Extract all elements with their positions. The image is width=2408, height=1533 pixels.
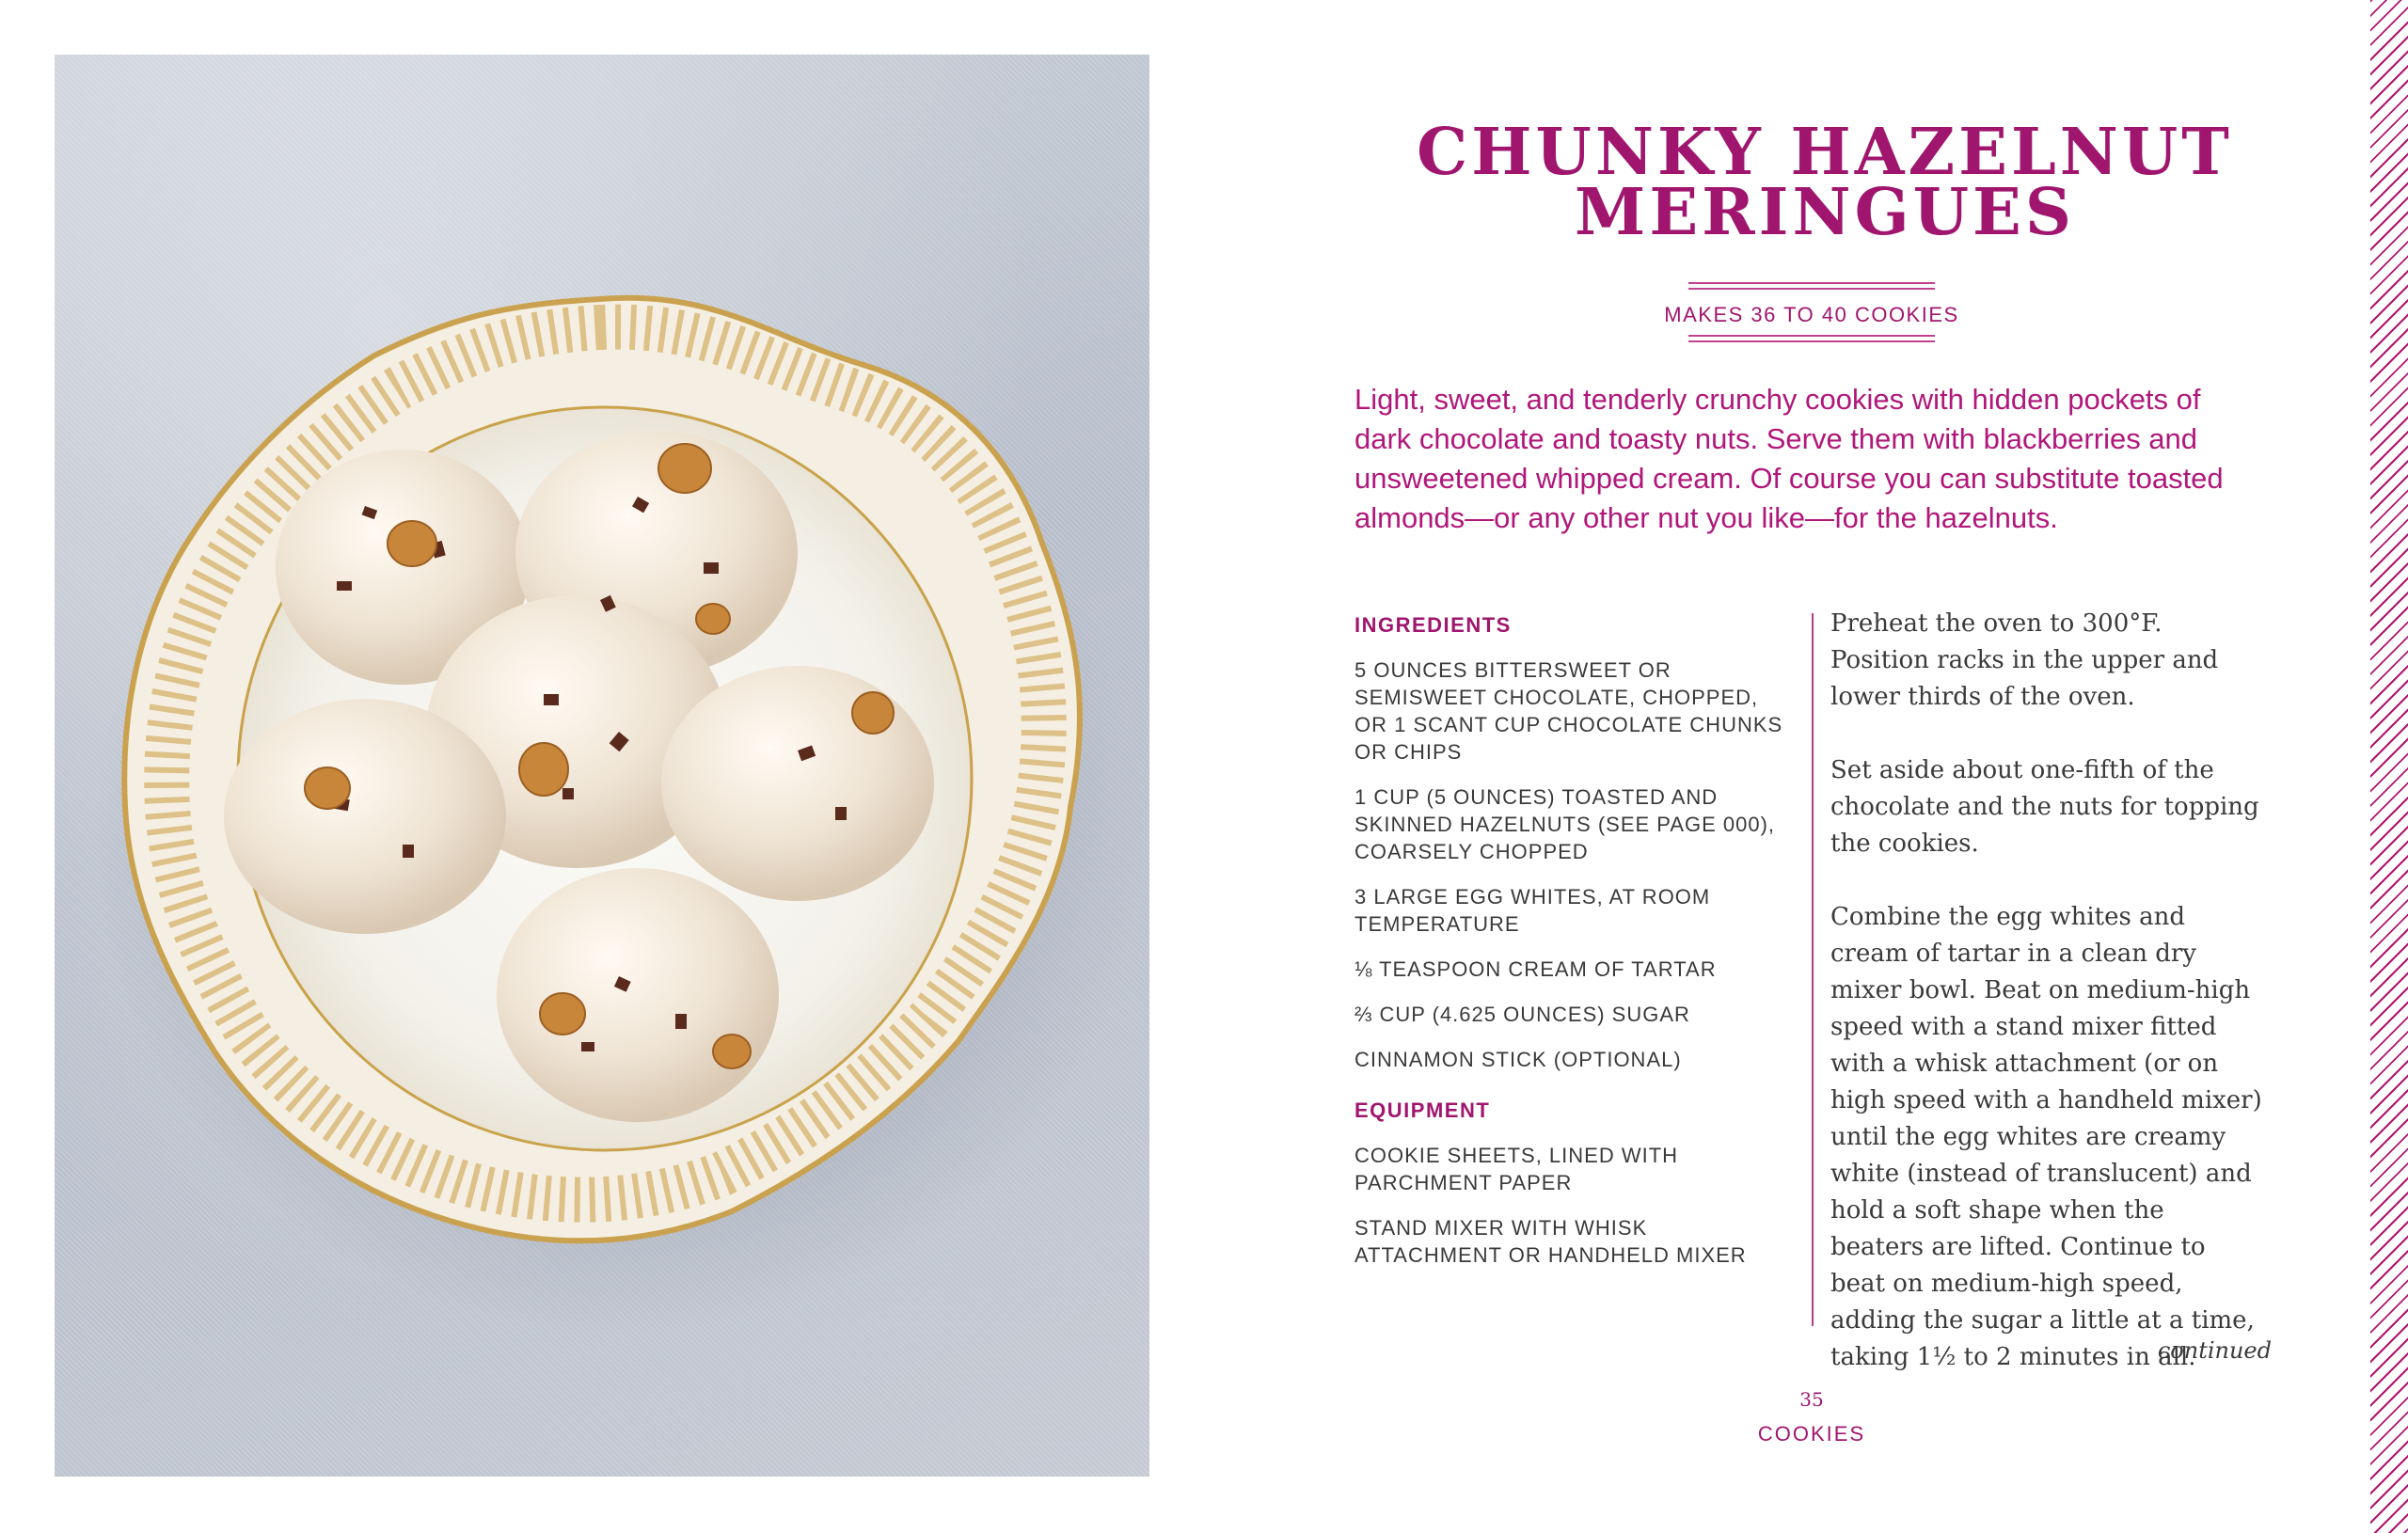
recipe-title-line-2: MERINGUES xyxy=(1575,175,2075,250)
running-footer-section: COOKIES xyxy=(1757,1422,1866,1446)
method-text xyxy=(1830,606,2263,1376)
meringue-plate-illustration xyxy=(55,55,1149,1477)
ingredient-item: 1 CUP (5 OUNCES) TOASTED AND SKINNED HAZELNUTS (SEE PAGE 000), COARSELY CHOPPED xyxy=(1354,785,1776,863)
method-paragraph: Combine the egg whites and cream of tartar in a clean dry mixer bowl. Beat on medium-high speed with a stand mixer fitted with a whisk attachment (or on high speed with a handheld mixer) until the egg whites are creamy white (instead of translucent) and hold a soft shape when the beaters are lifted. Continue to beat on medium-high speed, adding the sugar a little at a time, taking 1½ to 2 minutes in all. xyxy=(1830,903,2262,1371)
ingredient-item: CINNAMON STICK (OPTIONAL) xyxy=(1354,1048,1682,1071)
yield-rule-bottom xyxy=(1688,335,1935,342)
ingredient-item: 5 OUNCES BITTERSWEET OR SEMISWEET CHOCOLATE, CHOPPED, OR 1 SCANT CUP CHOCOLATE CHUNKS OR CHIPS xyxy=(1354,658,1783,764)
equipment-heading: EQUIPMENT xyxy=(1354,1098,1491,1122)
ingredient-item: 3 LARGE EGG WHITES, AT ROOM TEMPERATURE xyxy=(1354,885,1711,936)
recipe-yield: MAKES 36 TO 40 COOKIES xyxy=(1664,303,1959,326)
recipe-title xyxy=(1354,115,2295,250)
ingredients-heading: INGREDIENTS xyxy=(1354,613,1512,637)
yield-rule-top xyxy=(1688,282,1935,290)
page-number: 35 xyxy=(1799,1388,1824,1411)
recipe-intro: Light, sweet, and tenderly crunchy cookies with hidden pockets of dark chocolate and toasty nuts. Serve them with blackberries and unsweetened whipped cream. Of course you can substitute toasted almonds—or any other nut you like—for the hazelnuts. xyxy=(1354,383,2224,534)
recipe-title-line-1: CHUNKY HAZELNUT xyxy=(1417,115,2233,190)
column-divider xyxy=(1812,613,1814,1326)
continued-label: continued xyxy=(2157,1337,2272,1364)
ingredient-item: ⅔ CUP (4.625 OUNCES) SUGAR xyxy=(1354,1003,1690,1026)
ingredients-list xyxy=(1354,656,1797,1091)
page-edge-stripes xyxy=(2370,0,2408,1533)
method-paragraph: Preheat the oven to 300°F. Position racks in the upper and lower thirds of the oven. xyxy=(1830,609,2219,711)
recipe-photo xyxy=(55,55,1149,1477)
method-paragraph: Set aside about one-fifth of the chocolate and the nuts for topping the cookies. xyxy=(1830,756,2259,858)
equipment-item: COOKIE SHEETS, LINED WITH PARCHMENT PAPER xyxy=(1354,1144,1679,1194)
equipment-list xyxy=(1354,1142,1797,1287)
ingredient-item: ⅛ TEASPOON CREAM OF TARTAR xyxy=(1354,957,1717,981)
equipment-item: STAND MIXER WITH WHISK ATTACHMENT OR HANDHELD MIXER xyxy=(1354,1216,1747,1267)
